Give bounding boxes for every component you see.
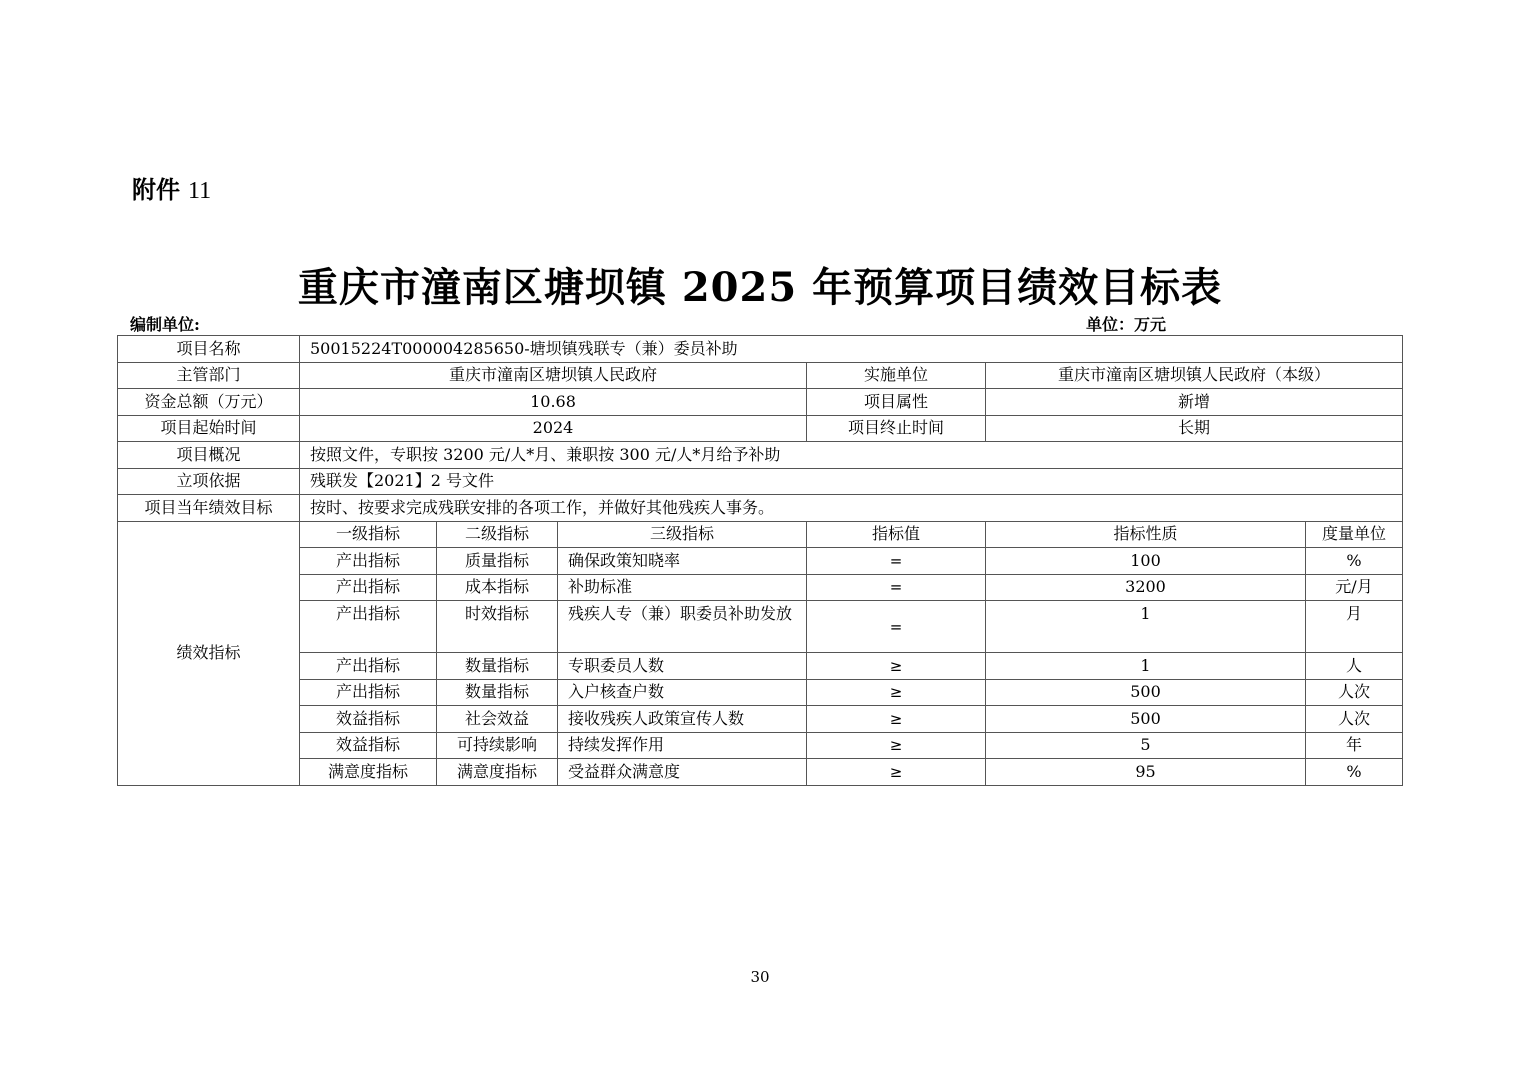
level1-cell: 产出指标 bbox=[300, 679, 437, 706]
target-value-cell: 500 bbox=[986, 679, 1306, 706]
overview-value: 按照文件，专职按 3200 元/人*月、兼职按 300 元/人*月给予补助 bbox=[300, 442, 1403, 469]
operator-cell: = bbox=[807, 601, 986, 653]
impl-value: 重庆市潼南区塘坝镇人民政府（本级） bbox=[986, 362, 1403, 389]
level3-cell: 接收残疾人政策宣传人数 bbox=[558, 706, 807, 733]
goal-label: 项目当年绩效目标 bbox=[118, 495, 300, 522]
unit-cell: 人次 bbox=[1306, 706, 1403, 733]
table-row bbox=[118, 362, 1403, 389]
header-level1: 一级指标 bbox=[300, 521, 437, 548]
unit-cell: 年 bbox=[1306, 732, 1403, 759]
level3-cell: 专职委员人数 bbox=[558, 653, 807, 680]
dept-label: 主管部门 bbox=[118, 362, 300, 389]
attachment-text: 附件 bbox=[132, 176, 180, 204]
unit-cell: % bbox=[1306, 548, 1403, 575]
indicator-row bbox=[118, 679, 1403, 706]
fund-label: 资金总额（万元） bbox=[118, 389, 300, 416]
project-name-label: 项目名称 bbox=[118, 336, 300, 363]
start-value: 2024 bbox=[300, 415, 807, 442]
table-row bbox=[118, 468, 1403, 495]
table-row bbox=[118, 389, 1403, 416]
basis-value: 残联发【2021】2 号文件 bbox=[300, 468, 1403, 495]
page-number: 30 bbox=[750, 968, 770, 986]
unit-cell: 人 bbox=[1306, 653, 1403, 680]
indicator-row bbox=[118, 759, 1403, 786]
attr-value: 新增 bbox=[986, 389, 1403, 416]
level3-cell: 持续发挥作用 bbox=[558, 732, 807, 759]
indicator-row bbox=[118, 548, 1403, 575]
header-level2: 二级指标 bbox=[437, 521, 558, 548]
level2-cell: 社会效益 bbox=[437, 706, 558, 733]
operator-cell: ≥ bbox=[807, 732, 986, 759]
indicator-row bbox=[118, 732, 1403, 759]
unit-label: 单位：万元 bbox=[1086, 315, 1167, 334]
attachment-label bbox=[132, 170, 211, 205]
level2-cell: 满意度指标 bbox=[437, 759, 558, 786]
level3-cell: 确保政策知晓率 bbox=[558, 548, 807, 575]
header-unit: 度量单位 bbox=[1306, 521, 1403, 548]
target-value-cell: 100 bbox=[986, 548, 1306, 575]
target-value-cell: 1 bbox=[986, 653, 1306, 680]
indicator-row bbox=[118, 653, 1403, 680]
operator-cell: ≥ bbox=[807, 679, 986, 706]
level1-cell: 产出指标 bbox=[300, 548, 437, 575]
target-value-cell: 3200 bbox=[986, 574, 1306, 601]
level1-cell: 产出指标 bbox=[300, 653, 437, 680]
level3-cell: 受益群众满意度 bbox=[558, 759, 807, 786]
target-value-cell: 1 bbox=[986, 601, 1306, 653]
dept-value: 重庆市潼南区塘坝镇人民政府 bbox=[300, 362, 807, 389]
level2-cell: 数量指标 bbox=[437, 653, 558, 680]
indicator-row bbox=[118, 574, 1403, 601]
unit-cell: 人次 bbox=[1306, 679, 1403, 706]
level1-cell: 产出指标 bbox=[300, 601, 437, 653]
operator-cell: = bbox=[807, 574, 986, 601]
level2-cell: 数量指标 bbox=[437, 679, 558, 706]
level1-cell: 满意度指标 bbox=[300, 759, 437, 786]
level3-cell: 入户核查户数 bbox=[558, 679, 807, 706]
level2-cell: 时效指标 bbox=[437, 601, 558, 653]
table-row bbox=[118, 442, 1403, 469]
attr-label: 项目属性 bbox=[807, 389, 986, 416]
indicator-row bbox=[118, 601, 1403, 653]
project-name-value: 50015224T000004285650-塘坝镇残联专（兼）委员补助 bbox=[300, 336, 1403, 363]
level3-cell: 残疾人专（兼）职委员补助发放 bbox=[558, 601, 807, 653]
goal-value: 按时、按要求完成残联安排的各项工作，并做好其他残疾人事务。 bbox=[300, 495, 1403, 522]
table-row bbox=[118, 495, 1403, 522]
unit-cell: 元/月 bbox=[1306, 574, 1403, 601]
table-row bbox=[118, 415, 1403, 442]
operator-cell: ≥ bbox=[807, 706, 986, 733]
overview-label: 项目概况 bbox=[118, 442, 300, 469]
level3-cell: 补助标准 bbox=[558, 574, 807, 601]
impl-label: 实施单位 bbox=[807, 362, 986, 389]
page-title: 重庆市潼南区塘坝镇 2025 年预算项目绩效目标表 bbox=[297, 264, 1223, 311]
basis-label: 立项依据 bbox=[118, 468, 300, 495]
level2-cell: 成本指标 bbox=[437, 574, 558, 601]
header-value: 指标值 bbox=[807, 521, 986, 548]
operator-cell: ≥ bbox=[807, 653, 986, 680]
fund-value: 10.68 bbox=[300, 389, 807, 416]
unit-cell: % bbox=[1306, 759, 1403, 786]
level1-cell: 效益指标 bbox=[300, 732, 437, 759]
compiler-label: 编制单位: bbox=[130, 315, 200, 334]
end-label: 项目终止时间 bbox=[807, 415, 986, 442]
operator-cell: ≥ bbox=[807, 759, 986, 786]
target-value-cell: 5 bbox=[986, 732, 1306, 759]
header-level3: 三级指标 bbox=[558, 521, 807, 548]
start-label: 项目起始时间 bbox=[118, 415, 300, 442]
indicator-row bbox=[118, 706, 1403, 733]
level2-cell: 质量指标 bbox=[437, 548, 558, 575]
header-nature: 指标性质 bbox=[986, 521, 1306, 548]
level1-cell: 效益指标 bbox=[300, 706, 437, 733]
indicators-section-label: 绩效指标 bbox=[118, 521, 300, 785]
end-value: 长期 bbox=[986, 415, 1403, 442]
attachment-number: 11 bbox=[188, 178, 212, 204]
level1-cell: 产出指标 bbox=[300, 574, 437, 601]
table-row bbox=[118, 336, 1403, 363]
performance-table bbox=[117, 335, 1403, 786]
target-value-cell: 95 bbox=[986, 759, 1306, 786]
level2-cell: 可持续影响 bbox=[437, 732, 558, 759]
unit-cell: 月 bbox=[1306, 601, 1403, 653]
indicator-header-row bbox=[118, 521, 1403, 548]
operator-cell: = bbox=[807, 548, 986, 575]
target-value-cell: 500 bbox=[986, 706, 1306, 733]
